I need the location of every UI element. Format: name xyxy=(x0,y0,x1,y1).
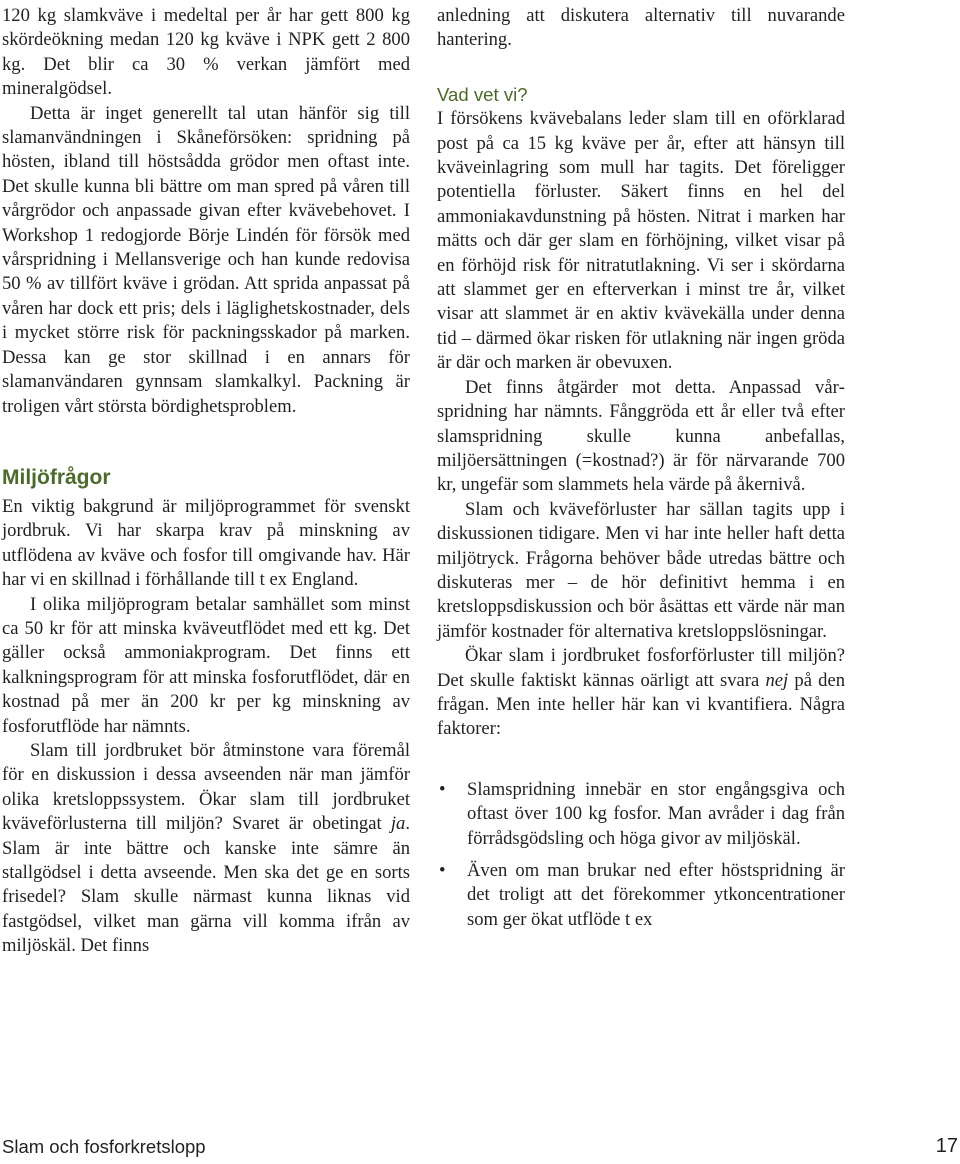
bullet-icon: • xyxy=(439,778,446,800)
text-segment: Slam till jordbruket bör åtminstone vara föremål för en diskussion i dessa avseenden när man jämför olika kretsloppssystem. Ökar slam till jordbruket kväveförlusterna till miljön? Svaret är obetingat xyxy=(2,739,410,835)
text-segment: . Slam är inte bättre och kanske inte sämre än stallgödsel i detta avseende. Men ska det ge en sorts frisedel? Slam skulle närmast kunna liknas vid fastgödsel, vilket man gärna vill komma ifrån av miljöskäl. Det finns xyxy=(2,813,410,957)
bullet-text: Även om man brukar ned efter höstspridning är det troligt att det förekommer ytkoncentrationer som ger ökat utflöde t ex xyxy=(467,860,845,930)
paragraph-kvavebalans: I försökens kvävebalans leder slam till en oförklarad post på ca 15 kg kväve per år, efter att hänsyn till kväveinlagring som mull har tagits. Det föreligger potentiella förluster. Säkert finns en hel del ammoniakavdunstning på hösten. Nitrat i marken har mätts och där ger slam en förhöjning, vilket visar på en förhöjd risk för nitratutlakning. Vi ser i skördarna att slammet ger en efterverkan i minst tre år, vilket visar att slammet är en aktiv kvävekälla under denna tid – därmed ökar risken för utlakning när ingen gröda är där och marken är obevuxen. xyxy=(437,108,845,374)
heading-vad-vet-vi: Vad vet vi? xyxy=(437,83,528,105)
text-segment: på den frågan. Men inte heller här kan vi kvantifiera. Några faktorer: xyxy=(437,669,845,740)
bullet-text: Slamspridning innebär en stor engångsgiva och oftast över 100 kg fosfor. Man avråder i dag från förrådsgödsling och höga givor av miljöskäl. xyxy=(467,778,845,849)
emphasis-ja: ja xyxy=(390,813,406,835)
paragraph-continuation: anledning att diskutera alternativ till nuvarande hantering. xyxy=(437,5,845,51)
text-segment: Ökar slam i jordbruket fosforförluster till miljön? Det skulle faktiskt kännas oärligt att svara xyxy=(437,645,845,691)
paragraph-miljoprogram: En viktig bakgrund är miljöprogrammet för svenskt jordbruk. Vi har skarpa krav på minskning av utflödena av kväve och fosfor till omgivande hav. Här har vi en skillnad i förhållande till t ex England. xyxy=(2,495,410,591)
page-number: 17 xyxy=(935,1135,958,1157)
footer-title: Slam och fosforkretslopp xyxy=(2,1136,206,1157)
heading-miljofragor: Miljöfrågor xyxy=(2,465,111,489)
right-column xyxy=(437,4,845,932)
left-column xyxy=(2,4,410,959)
bullet-icon: • xyxy=(439,860,446,881)
paragraph-atgarder: Det finns åtgärder mot detta. Anpassad vårspridning har nämnts. Fånggröda ett år eller två efter slamspridning skulle kunna anbefallas, miljöersättningen (=kostnad?) är för närvarande 700 kr, ungefär som slammets hela värde på åkernivå. xyxy=(437,376,845,496)
paragraph-skaneforsoken: Detta är inget generellt tal utan hänför sig till slamanvändningen i Skåneförsöken: spridning på hösten, ibland till höstsådda grödor men oftast inte. Det skulle kunna bli bättre om man spred på våren till vårgrödor och anpassade givan efter kvävebehovet. I Workshop 1 redogjorde Börje Lindén för försök med vårspridning i Mellansverige och han kunde redovisa 50 % av tillfört kväve i grödan. Att sprida anpassat på våren har dock ett pris; dels i läglighetskostnader, dels i mycket större risk för packningsskador på marken. Dessa kan ge stor skillnad i en annars för slamanvändaren gynnsam slamkalkyl. Packning är troligen vårt största bördighetsproblem. xyxy=(2,102,410,417)
emphasis-nej: nej xyxy=(765,669,789,691)
paragraph-kostnad-kvave: I olika miljöprogram betalar samhället som minst ca 50 kr för att minska kväveutflödet med ett kg. Det gäller också ammoniakprogram. Det finns ett kalkningsprogram för att minska fosforutflödet, där en kostnad på mer än 200 kr per kg minskning av fosforutflöde har nämnts. xyxy=(2,593,410,737)
list-item xyxy=(437,859,845,932)
paragraph-fosforforluster xyxy=(437,644,845,742)
paragraph-kvaveforluster: Slam och kväveförluster har sällan tagits upp i diskussionen tidigare. Men vi har inte heller haft detta miljötryck. Frågorna behöver både utredas bättre och diskuteras mer – de hör definitivt hemma i en kretsloppsdiskussion och bör åsättas ett värde när man jämför kostnader för alternativa kretsloppslösningar. xyxy=(437,498,845,642)
paragraph-slamkvave-result: 120 kg slamkväve i medeltal per år har gett 800 kg skördeökning medan 120 kg kväve i NPK gett 2 800 kg. Det blir ca 30 % verkan jämfört med mineralgödsel. xyxy=(2,5,410,100)
paragraph-kretsloppssystem xyxy=(2,739,410,959)
bullet-list-faktorer xyxy=(437,778,845,932)
list-item xyxy=(437,778,845,851)
